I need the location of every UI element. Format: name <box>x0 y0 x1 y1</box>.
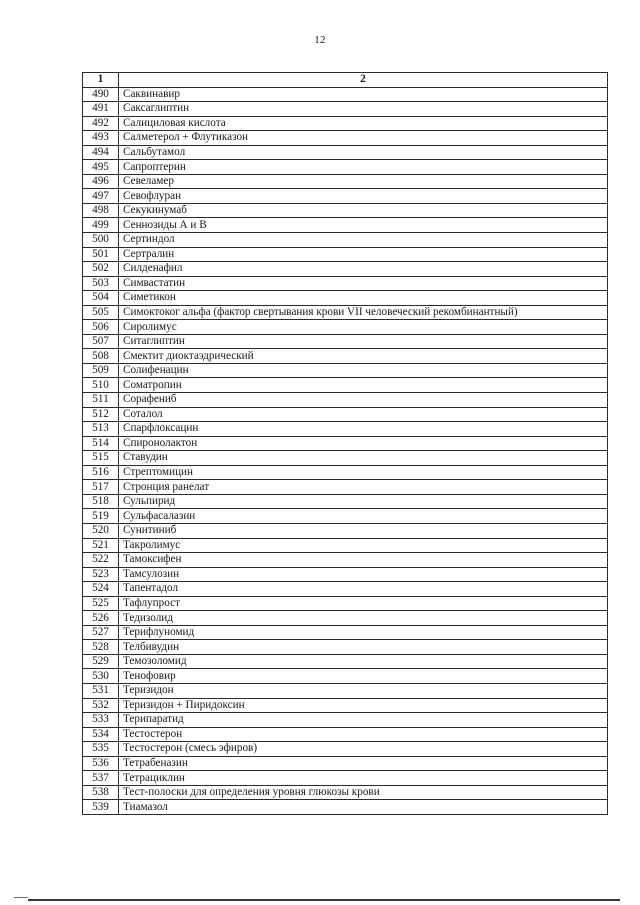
bottom-scan-line <box>28 899 620 901</box>
table-row <box>83 116 608 131</box>
row-number-cell: 535 <box>83 742 119 757</box>
table-row <box>83 465 608 480</box>
drug-name-cell: Соталол <box>119 407 608 422</box>
drug-name-cell: Салициловая кислота <box>119 116 608 131</box>
table-row <box>83 218 608 233</box>
row-number-cell: 531 <box>83 683 119 698</box>
row-number-cell: 522 <box>83 553 119 568</box>
table-row <box>83 334 608 349</box>
row-number-cell: 495 <box>83 160 119 175</box>
table-row <box>83 538 608 553</box>
table-row <box>83 451 608 466</box>
table-row <box>83 203 608 218</box>
drug-name-cell: Стрептомицин <box>119 465 608 480</box>
row-number-cell: 528 <box>83 640 119 655</box>
table-row <box>83 320 608 335</box>
drug-name-cell: Спиронолактон <box>119 436 608 451</box>
row-number-cell: 507 <box>83 334 119 349</box>
row-number-cell: 509 <box>83 363 119 378</box>
table-row <box>83 262 608 277</box>
table-row <box>83 145 608 160</box>
table-row <box>83 393 608 408</box>
row-number-cell: 511 <box>83 393 119 408</box>
row-number-cell: 517 <box>83 480 119 495</box>
table-row <box>83 422 608 437</box>
row-number-cell: 525 <box>83 596 119 611</box>
drug-name-cell: Тамоксифен <box>119 553 608 568</box>
row-number-cell: 521 <box>83 538 119 553</box>
row-number-cell: 515 <box>83 451 119 466</box>
column-header-name: 2 <box>119 73 608 88</box>
row-number-cell: 534 <box>83 727 119 742</box>
row-number-cell: 526 <box>83 611 119 626</box>
row-number-cell: 501 <box>83 247 119 262</box>
row-number-cell: 508 <box>83 349 119 364</box>
table-row <box>83 683 608 698</box>
drug-name-cell: Смектит диоктаэдрический <box>119 349 608 364</box>
table-row <box>83 713 608 728</box>
drug-name-cell: Терифлуномид <box>119 625 608 640</box>
drug-name-cell: Тестостерон (смесь эфиров) <box>119 742 608 757</box>
row-number-cell: 518 <box>83 494 119 509</box>
table-row <box>83 800 608 815</box>
row-number-cell: 527 <box>83 625 119 640</box>
table-row <box>83 189 608 204</box>
row-number-cell: 532 <box>83 698 119 713</box>
drug-name-cell: Соматропин <box>119 378 608 393</box>
drug-name-cell: Сунитиниб <box>119 523 608 538</box>
drug-name-cell: Ставудин <box>119 451 608 466</box>
drug-name-cell: Тапентадол <box>119 582 608 597</box>
table-row <box>83 102 608 117</box>
table-row <box>83 87 608 102</box>
table-row <box>83 553 608 568</box>
table-row <box>83 349 608 364</box>
table-row <box>83 742 608 757</box>
drug-name-cell: Сальбутамол <box>119 145 608 160</box>
table-row <box>83 363 608 378</box>
row-number-cell: 493 <box>83 131 119 146</box>
table-header-row <box>83 73 608 88</box>
table-row <box>83 305 608 320</box>
row-number-cell: 513 <box>83 422 119 437</box>
drug-name-cell: Сапроптерин <box>119 160 608 175</box>
drug-name-cell: Симвастатин <box>119 276 608 291</box>
table-row <box>83 567 608 582</box>
row-number-cell: 491 <box>83 102 119 117</box>
drug-name-cell: Такролимус <box>119 538 608 553</box>
drug-name-cell: Салметерол + Флутиказон <box>119 131 608 146</box>
row-number-cell: 492 <box>83 116 119 131</box>
table-row <box>83 785 608 800</box>
table-row <box>83 611 608 626</box>
drug-name-cell: Саксаглиптин <box>119 102 608 117</box>
drug-name-cell: Севеламер <box>119 174 608 189</box>
drug-name-cell: Тетрациклин <box>119 771 608 786</box>
table-row <box>83 669 608 684</box>
table-row <box>83 698 608 713</box>
table-row <box>83 160 608 175</box>
row-number-cell: 516 <box>83 465 119 480</box>
drug-name-cell: Спарфлоксацин <box>119 422 608 437</box>
drug-name-cell: Тиамазол <box>119 800 608 815</box>
drug-list-table <box>82 72 608 815</box>
table-row <box>83 378 608 393</box>
drug-name-cell: Ситаглиптин <box>119 334 608 349</box>
row-number-cell: 510 <box>83 378 119 393</box>
table-row <box>83 494 608 509</box>
table-row <box>83 174 608 189</box>
drug-name-cell: Сертиндол <box>119 233 608 248</box>
table-row <box>83 756 608 771</box>
drug-name-cell: Сиролимус <box>119 320 608 335</box>
table-row <box>83 727 608 742</box>
table-row <box>83 276 608 291</box>
row-number-cell: 504 <box>83 291 119 306</box>
row-number-cell: 537 <box>83 771 119 786</box>
table-row <box>83 291 608 306</box>
row-number-cell: 529 <box>83 654 119 669</box>
row-number-cell: 520 <box>83 523 119 538</box>
drug-name-cell: Сертралин <box>119 247 608 262</box>
column-header-number: 1 <box>83 73 119 88</box>
row-number-cell: 496 <box>83 174 119 189</box>
table-row <box>83 625 608 640</box>
table-row <box>83 247 608 262</box>
table-row <box>83 523 608 538</box>
table-row <box>83 407 608 422</box>
drug-name-cell: Силденафил <box>119 262 608 277</box>
drug-name-cell: Сульфасалазин <box>119 509 608 524</box>
drug-name-cell: Саквинавир <box>119 87 608 102</box>
drug-name-cell: Теризидон <box>119 683 608 698</box>
drug-name-cell: Темозоломид <box>119 654 608 669</box>
drug-name-cell: Симетикон <box>119 291 608 306</box>
drug-name-cell: Сорафениб <box>119 393 608 408</box>
row-number-cell: 538 <box>83 785 119 800</box>
table-row <box>83 131 608 146</box>
row-number-cell: 503 <box>83 276 119 291</box>
row-number-cell: 506 <box>83 320 119 335</box>
drug-name-cell: Секукинумаб <box>119 203 608 218</box>
row-number-cell: 494 <box>83 145 119 160</box>
table-row <box>83 771 608 786</box>
row-number-cell: 539 <box>83 800 119 815</box>
row-number-cell: 500 <box>83 233 119 248</box>
drug-name-cell: Тенофовир <box>119 669 608 684</box>
drug-name-cell: Сульпирид <box>119 494 608 509</box>
table-row <box>83 480 608 495</box>
bottom-scan-line-thin <box>14 897 28 898</box>
table-row <box>83 640 608 655</box>
drug-name-cell: Севофлуран <box>119 189 608 204</box>
drug-name-cell: Телбивудин <box>119 640 608 655</box>
table-body <box>83 87 608 814</box>
table-row <box>83 233 608 248</box>
page-number: 12 <box>314 34 326 46</box>
row-number-cell: 505 <box>83 305 119 320</box>
table-row <box>83 436 608 451</box>
row-number-cell: 519 <box>83 509 119 524</box>
row-number-cell: 514 <box>83 436 119 451</box>
drug-name-cell: Терипаратид <box>119 713 608 728</box>
row-number-cell: 512 <box>83 407 119 422</box>
drug-name-cell: Солифенацин <box>119 363 608 378</box>
table-row <box>83 654 608 669</box>
row-number-cell: 497 <box>83 189 119 204</box>
row-number-cell: 502 <box>83 262 119 277</box>
row-number-cell: 523 <box>83 567 119 582</box>
drug-name-cell: Тест-полоски для определения уровня глюкозы крови <box>119 785 608 800</box>
drug-name-cell: Тафлупрост <box>119 596 608 611</box>
row-number-cell: 490 <box>83 87 119 102</box>
table-row <box>83 509 608 524</box>
table-row <box>83 582 608 597</box>
table-row <box>83 596 608 611</box>
drug-name-cell: Теризидон + Пиридоксин <box>119 698 608 713</box>
drug-name-cell: Симоктоког альфа (фактор свертывания крови VII человеческий рекомбинантный) <box>119 305 608 320</box>
row-number-cell: 533 <box>83 713 119 728</box>
drug-name-cell: Тедизолид <box>119 611 608 626</box>
row-number-cell: 530 <box>83 669 119 684</box>
drug-name-cell: Тамсулозин <box>119 567 608 582</box>
row-number-cell: 524 <box>83 582 119 597</box>
drug-name-cell: Сеннозиды А и В <box>119 218 608 233</box>
drug-name-cell: Тетрабеназин <box>119 756 608 771</box>
drug-name-cell: Стронция ранелат <box>119 480 608 495</box>
drug-name-cell: Тестостерон <box>119 727 608 742</box>
row-number-cell: 536 <box>83 756 119 771</box>
row-number-cell: 499 <box>83 218 119 233</box>
row-number-cell: 498 <box>83 203 119 218</box>
